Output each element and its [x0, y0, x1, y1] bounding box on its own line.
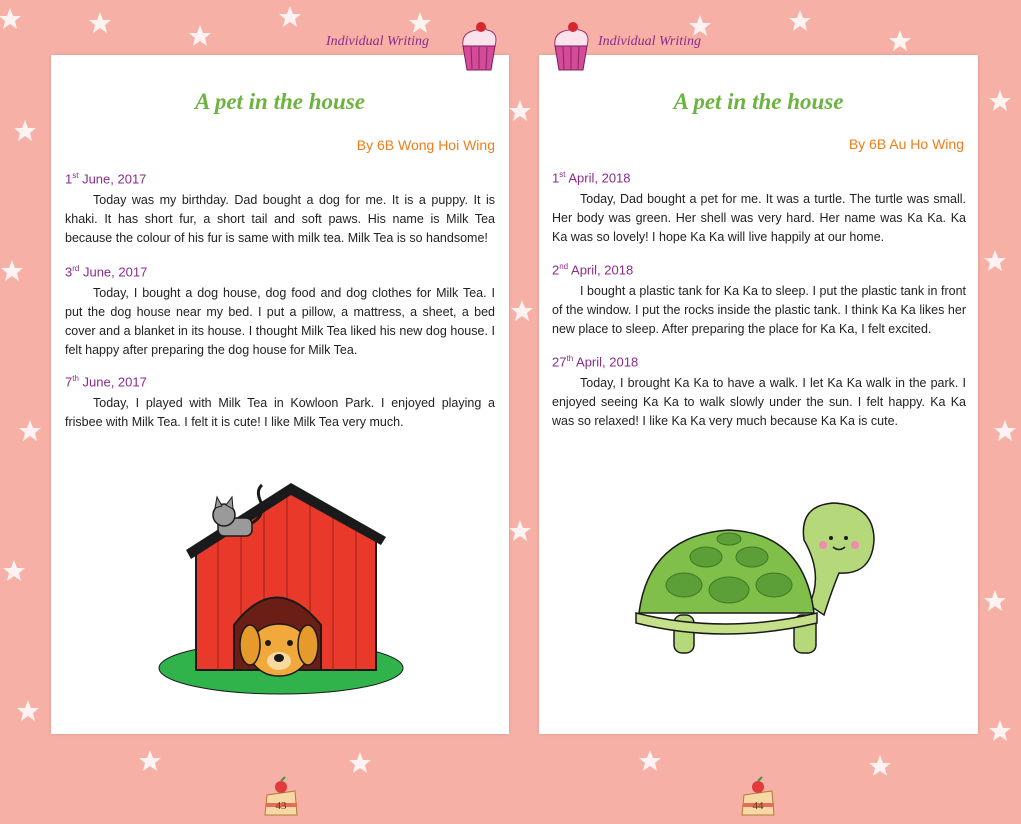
turtle-illustration [634, 495, 884, 665]
entry-date: 1st June, 2017 [65, 171, 147, 187]
cake-slice-icon [740, 775, 776, 819]
entry-date: 2nd April, 2018 [552, 262, 634, 278]
entry-date: 1st April, 2018 [552, 170, 631, 186]
right-page [539, 55, 978, 812]
author-byline: By 6B Wong Hoi Wing [356, 137, 495, 153]
left-page [51, 55, 509, 812]
entry-text: I bought a plastic tank for Ka Ka to sleep. I put the plastic tank in front of the window. I put the rocks inside the plastic tank. I think Ka Ka likes her new place to sleep. After preparing the place for Ka Ka, I felt excited. [552, 284, 966, 336]
entry-text: Today, I bought a dog house, dog food and dog clothes for Milk Tea. I put the dog house near my bed. I put a pillow, a mattress, a sheet, a bed cover and a blanket in its house. I thought Milk Tea liked his new dog house. I felt happy after preparing the dog house for Milk Tea. [65, 286, 495, 357]
section-label: Individual Writing [598, 34, 702, 49]
page-number-badge [263, 775, 299, 819]
page-title: A pet in the house [673, 89, 844, 114]
page-number-badge [740, 775, 776, 819]
cupcake-icon [457, 20, 501, 72]
section-label: Individual Writing [326, 34, 430, 49]
entry-text: Today, I brought Ka Ka to have a walk. I let Ka Ka walk in the park. I enjoyed seeing Ka Ka to walk slowly under the sun. I felt happy. Ka Ka was so relaxed! I like Ka Ka very much because Ka Ka is cute. [552, 376, 966, 428]
entry-text: Today, I played with Milk Tea in Kowloon Park. I enjoyed playing a frisbee with Milk Tea. I felt it is cute! I like Milk Tea very much. [65, 396, 495, 429]
entry-text: Today was my birthday. Dad bought a dog for me. It is a puppy. It is khaki. It has short fur, a short tail and soft paws. His name is Milk Tea because the colour of his fur is same with milk tea. Milk Tea is so handsome! [65, 193, 495, 245]
entry-text: Today, Dad bought a pet for me. It was a turtle. The turtle was small. Her body was green. Her shell was very hard. Her name was Ka Ka. Ka Ka was so lovely! I hope Ka Ka will live happily at our home. [552, 192, 966, 244]
author-byline: By 6B Au Ho Wing [848, 136, 964, 152]
entry-date: 27th April, 2018 [552, 354, 639, 370]
page-number: 44 [752, 800, 764, 812]
dog-house-with-cat-and-dog-illustration [156, 455, 406, 695]
page-title: A pet in the house [195, 89, 365, 114]
cake-slice-icon [263, 775, 299, 819]
entry-date: 7th June, 2017 [65, 374, 147, 390]
entry-date: 3rd June, 2017 [65, 264, 148, 280]
cupcake-icon [549, 20, 593, 72]
page-number: 43 [275, 800, 287, 812]
